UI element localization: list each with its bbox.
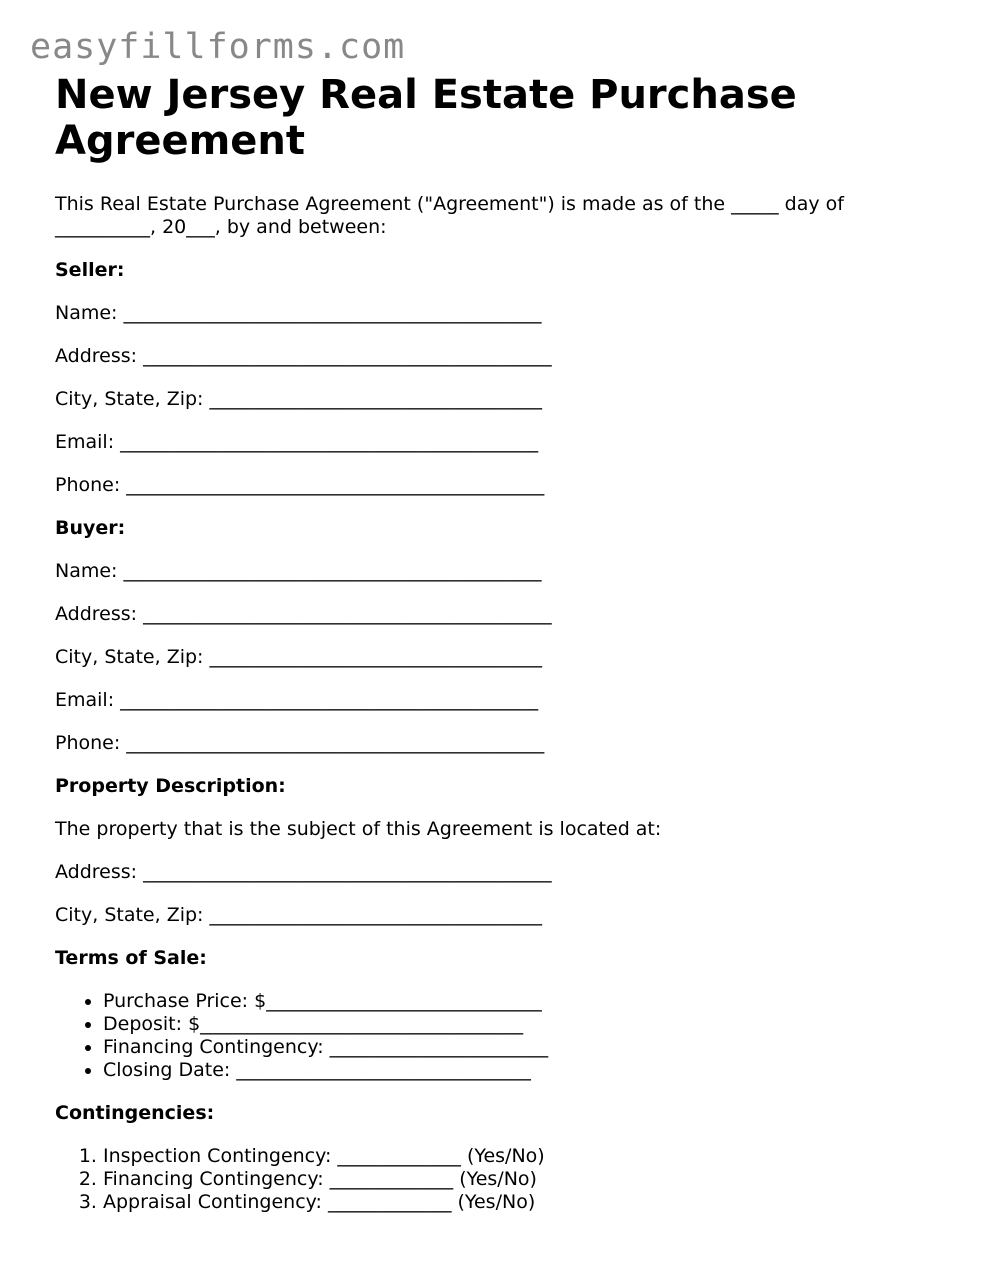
buyer-address-field[interactable]: Address: ___________________________________________ xyxy=(55,603,552,625)
seller-heading: Seller: xyxy=(55,259,125,281)
terms-item-purchase-price[interactable]: • Purchase Price: $_____________________________ xyxy=(103,990,935,1013)
buyer-city-field[interactable]: City, State, Zip: ___________________________________ xyxy=(55,646,542,668)
seller-name-field[interactable]: Name: ____________________________________________ xyxy=(55,302,542,324)
terms-item-financing[interactable]: • Financing Contingency: _______________________ xyxy=(103,1036,935,1059)
contingencies-heading: Contingencies: xyxy=(55,1102,215,1124)
property-text: The property that is the subject of this Agreement is located at: xyxy=(55,818,662,840)
contingency-item-inspection[interactable]: 1. Inspection Contingency: _____________ (Yes/No) xyxy=(103,1145,935,1168)
buyer-phone-field[interactable]: Phone: ____________________________________________ xyxy=(55,732,545,754)
document-page xyxy=(55,72,935,1214)
contingency-item-appraisal[interactable]: 3. Appraisal Contingency: _____________ (Yes/No) xyxy=(103,1191,935,1214)
intro-paragraph: This Real Estate Purchase Agreement ("Agreement") is made as of the _____ day of __________, 20___, by and between: xyxy=(55,193,844,238)
seller-phone-field[interactable]: Phone: ____________________________________________ xyxy=(55,474,545,496)
terms-list xyxy=(55,990,935,1082)
property-heading: Property Description: xyxy=(55,775,286,797)
terms-item-closing-date[interactable]: • Closing Date: _______________________________ xyxy=(103,1059,935,1082)
buyer-heading: Buyer: xyxy=(55,517,126,539)
contingency-item-financing[interactable]: 2. Financing Contingency: _____________ (Yes/No) xyxy=(103,1168,935,1191)
seller-city-field[interactable]: City, State, Zip: ___________________________________ xyxy=(55,388,542,410)
watermark: easyfillforms.com xyxy=(30,27,406,67)
seller-email-field[interactable]: Email: ____________________________________________ xyxy=(55,431,539,453)
buyer-email-field[interactable]: Email: ____________________________________________ xyxy=(55,689,539,711)
page-title: New Jersey Real Estate Purchase Agreement xyxy=(55,72,797,164)
terms-heading: Terms of Sale: xyxy=(55,947,207,969)
seller-address-field[interactable]: Address: ___________________________________________ xyxy=(55,345,552,367)
property-address-field[interactable]: Address: ___________________________________________ xyxy=(55,861,552,883)
buyer-name-field[interactable]: Name: ____________________________________________ xyxy=(55,560,542,582)
contingencies-list xyxy=(55,1145,935,1214)
property-city-field[interactable]: City, State, Zip: ___________________________________ xyxy=(55,904,542,926)
terms-item-deposit[interactable]: • Deposit: $__________________________________ xyxy=(103,1013,935,1036)
